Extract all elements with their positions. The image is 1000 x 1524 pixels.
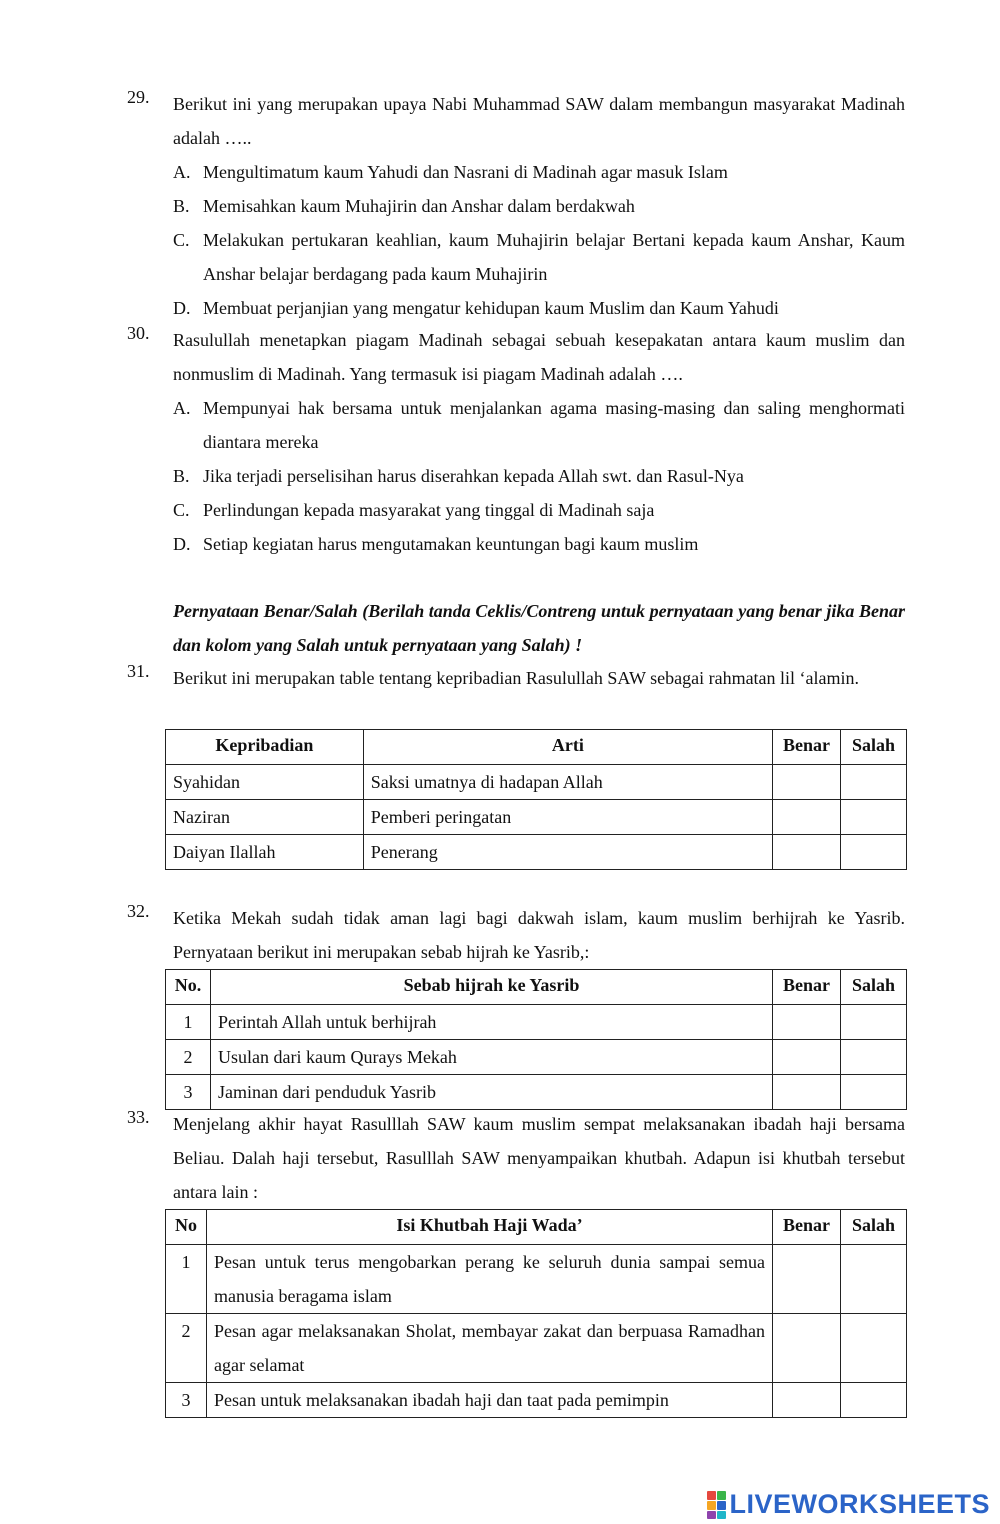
benar-checkbox-cell[interactable]	[773, 1245, 841, 1314]
option-text: Setiap kegiatan harus mengutamakan keuntungan bagi kaum muslim	[203, 534, 699, 554]
question-32	[127, 901, 905, 969]
question-text: Berikut ini merupakan table tentang kepribadian Rasulullah SAW sebagai rahmatan lil ‘alamin.	[173, 668, 860, 688]
question-number: 29.	[127, 87, 150, 107]
statement-cell: Usulan dari kaum Qurays Mekah	[210, 1040, 772, 1075]
question-33	[127, 1107, 905, 1209]
kepribadian-cell: Daiyan Ilallah	[166, 835, 364, 870]
table-row	[166, 800, 907, 835]
benar-checkbox-cell[interactable]	[773, 1040, 841, 1075]
salah-checkbox-cell[interactable]	[841, 1075, 907, 1110]
column-header: Salah	[841, 970, 907, 1005]
option-letter: B.	[173, 196, 190, 216]
column-header: Isi Khutbah Haji Wada’	[206, 1210, 772, 1245]
option-letter: B.	[173, 466, 190, 486]
arti-cell: Pemberi peringatan	[363, 800, 772, 835]
table-row	[166, 1383, 907, 1418]
arti-cell: Penerang	[363, 835, 772, 870]
option-text: Melakukan pertukaran keahlian, kaum Muhajirin belajar Bertani kepada kaum Anshar, Kaum Anshar belajar berdagang pada kaum Muhajirin	[203, 230, 905, 284]
option-text: Mengultimatum kaum Yahudi dan Nasrani di Madinah agar masuk Islam	[203, 162, 728, 182]
benar-checkbox-cell[interactable]	[773, 1075, 841, 1110]
table-header-row	[166, 730, 907, 765]
column-header: Salah	[841, 730, 907, 765]
column-header: No	[166, 1210, 207, 1245]
option-text: Perlindungan kepada masyarakat yang tinggal di Madinah saja	[203, 500, 655, 520]
option-c[interactable]	[173, 223, 905, 291]
column-header: Benar	[773, 1210, 841, 1245]
question-number: 31.	[127, 661, 150, 681]
option-text: Mempunyai hak bersama untuk menjalankan agama masing-masing dan saling menghormati diantara mereka	[203, 398, 905, 452]
table-header-row	[166, 970, 907, 1005]
option-letter: C.	[173, 230, 190, 250]
salah-checkbox-cell[interactable]	[841, 1245, 907, 1314]
option-letter: D.	[173, 534, 191, 554]
column-header: Benar	[773, 730, 841, 765]
benar-checkbox-cell[interactable]	[773, 800, 841, 835]
statement-cell: Pesan untuk melaksanakan ibadah haji dan taat pada pemimpin	[206, 1383, 772, 1418]
option-b[interactable]	[173, 459, 905, 493]
question-29	[127, 87, 905, 325]
option-text: Jika terjadi perselisihan harus diserahkan kepada Allah swt. dan Rasul-Nya	[203, 466, 744, 486]
table-row	[166, 1245, 907, 1314]
salah-checkbox-cell[interactable]	[841, 835, 907, 870]
arti-cell: Saksi umatnya di hadapan Allah	[363, 765, 772, 800]
table-row	[166, 1314, 907, 1383]
statement-cell: Perintah Allah untuk berhijrah	[210, 1005, 772, 1040]
question-text: Ketika Mekah sudah tidak aman lagi bagi dakwah islam, kaum muslim berhijrah ke Yasrib. Pernyataan berikut ini merupakan sebab hijrah ke Yasrib,:	[173, 908, 905, 962]
table-row	[166, 765, 907, 800]
kepribadian-cell: Naziran	[166, 800, 364, 835]
salah-checkbox-cell[interactable]	[841, 765, 907, 800]
row-number: 1	[166, 1005, 211, 1040]
question-31	[127, 661, 905, 695]
option-letter: C.	[173, 500, 190, 520]
option-c[interactable]	[173, 493, 905, 527]
row-number: 2	[166, 1040, 211, 1075]
kepribadian-cell: Syahidan	[166, 765, 364, 800]
salah-checkbox-cell[interactable]	[841, 1005, 907, 1040]
question-30	[127, 323, 905, 561]
option-text: Membuat perjanjian yang mengatur kehidupan kaum Muslim dan Kaum Yahudi	[203, 298, 779, 318]
row-number: 3	[166, 1075, 211, 1110]
row-number: 2	[166, 1314, 207, 1383]
question-number: 30.	[127, 323, 150, 343]
column-header: Arti	[363, 730, 772, 765]
option-letter: D.	[173, 298, 191, 318]
table-row	[166, 1040, 907, 1075]
row-number: 3	[166, 1383, 207, 1418]
salah-checkbox-cell[interactable]	[841, 800, 907, 835]
column-header: Salah	[841, 1210, 907, 1245]
statement-cell: Pesan agar melaksanakan Sholat, membayar zakat dan berpuasa Ramadhan agar selamat	[206, 1314, 772, 1383]
question-number: 33.	[127, 1107, 150, 1127]
salah-checkbox-cell[interactable]	[841, 1314, 907, 1383]
option-a[interactable]	[173, 155, 905, 189]
liveworksheets-mark-icon	[707, 1491, 725, 1517]
option-b[interactable]	[173, 189, 905, 223]
true-false-instruction: Pernyataan Benar/Salah (Berilah tanda Ceklis/Contreng untuk pernyataan yang benar jika Benar dan kolom yang Salah untuk pernyataan yang Salah) !	[173, 601, 905, 655]
khutbah-table	[165, 1209, 907, 1418]
benar-checkbox-cell[interactable]	[773, 1005, 841, 1040]
question-text: Menjelang akhir hayat Rasulllah SAW kaum muslim sempat melaksanakan ibadah haji bersama Beliau. Dalah haji tersebut, Rasulllah SAW menyampaikan khutbah. Adapun isi khutbah tersebut antara lain :	[173, 1114, 905, 1202]
question-text: Rasulullah menetapkan piagam Madinah sebagai sebuah kesepakatan antara kaum muslim dan nonmuslim di Madinah. Yang termasuk isi piagam Madinah adalah ….	[173, 330, 905, 384]
benar-checkbox-cell[interactable]	[773, 1314, 841, 1383]
column-header: Sebab hijrah ke Yasrib	[210, 970, 772, 1005]
table-header-row	[166, 1210, 907, 1245]
table-row	[166, 1005, 907, 1040]
benar-checkbox-cell[interactable]	[773, 1383, 841, 1418]
option-letter: A.	[173, 162, 191, 182]
liveworksheets-logo	[707, 1489, 990, 1519]
option-text: Memisahkan kaum Muhajirin dan Anshar dalam berdakwah	[203, 196, 635, 216]
statement-cell: Jaminan dari penduduk Yasrib	[210, 1075, 772, 1110]
liveworksheets-brand: LIVEWORKSHEETS	[729, 1488, 990, 1519]
kepribadian-table	[165, 729, 907, 870]
table-row	[166, 1075, 907, 1110]
question-text: Berikut ini yang merupakan upaya Nabi Muhammad SAW dalam membangun masyarakat Madinah adalah …..	[173, 94, 905, 148]
question-number: 32.	[127, 901, 150, 921]
salah-checkbox-cell[interactable]	[841, 1040, 907, 1075]
sebab-hijrah-table	[165, 969, 907, 1110]
option-d[interactable]	[173, 291, 905, 325]
salah-checkbox-cell[interactable]	[841, 1383, 907, 1418]
option-d[interactable]	[173, 527, 905, 561]
row-number: 1	[166, 1245, 207, 1314]
benar-checkbox-cell[interactable]	[773, 765, 841, 800]
option-a[interactable]	[173, 391, 905, 459]
option-letter: A.	[173, 398, 191, 418]
column-header: No.	[166, 970, 211, 1005]
benar-checkbox-cell[interactable]	[773, 835, 841, 870]
column-header: Benar	[773, 970, 841, 1005]
column-header: Kepribadian	[166, 730, 364, 765]
statement-cell: Pesan untuk terus mengobarkan perang ke seluruh dunia sampai semua manusia beragama islam	[206, 1245, 772, 1314]
table-row	[166, 835, 907, 870]
